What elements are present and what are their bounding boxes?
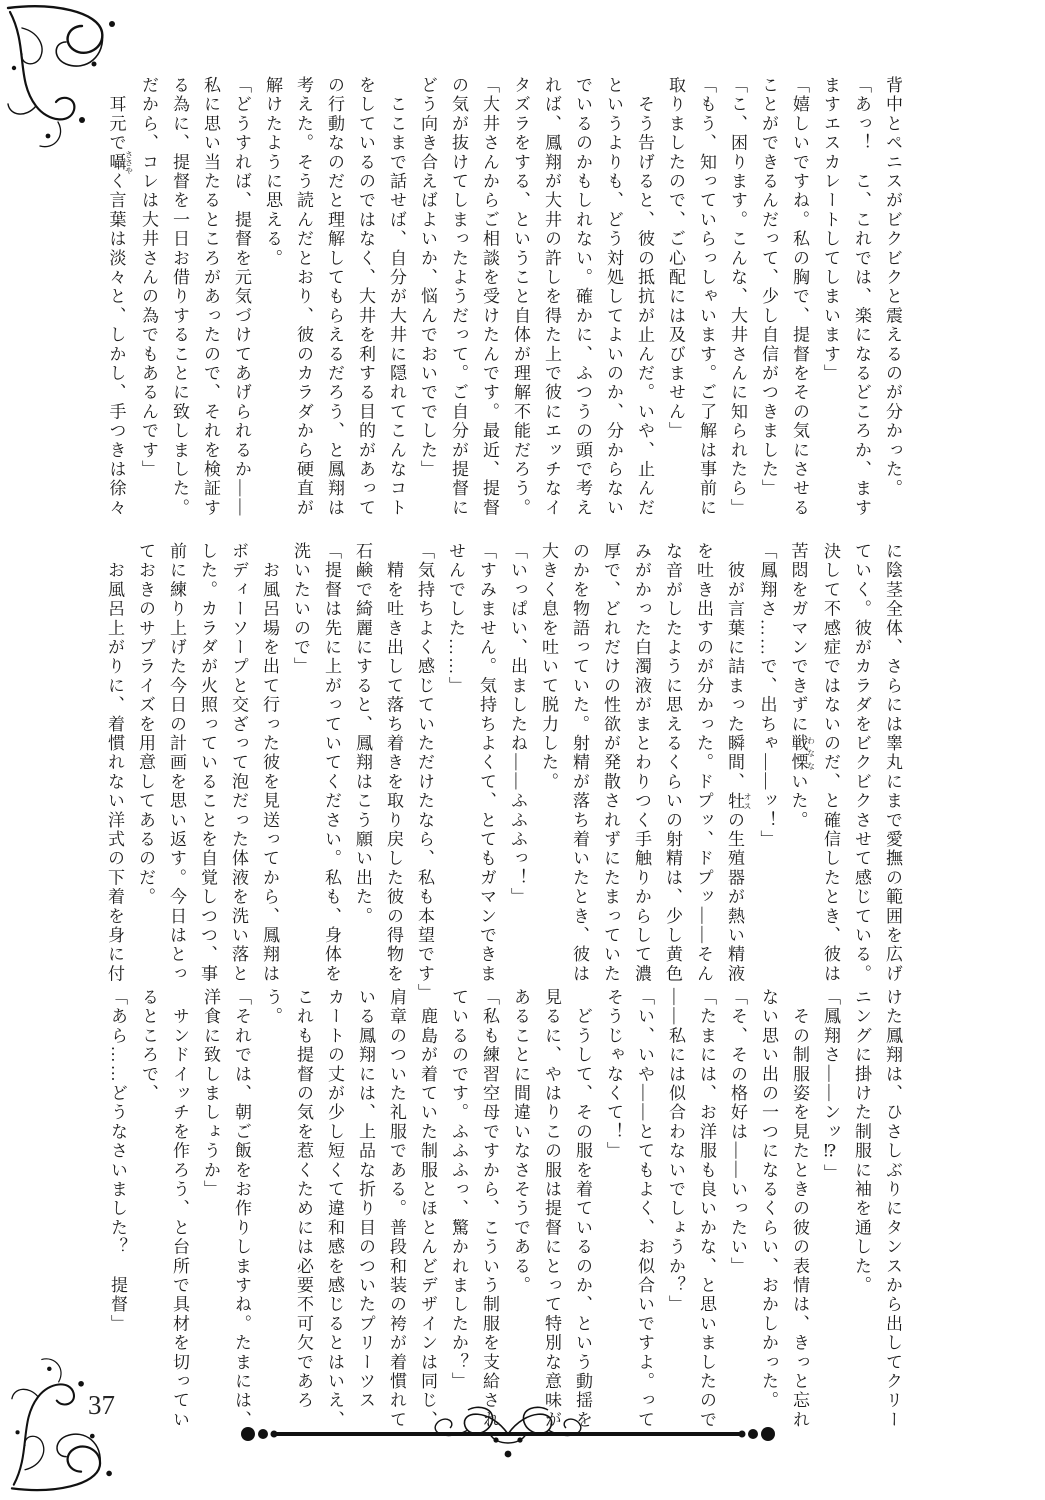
text-column: 苦悶をガマンできずに戦慄 わなないた。 — [788, 542, 816, 831]
text-column: ない思い出の一つになるくらい、おかしかった。 — [759, 988, 778, 1411]
text-column: そうじゃなくて！」 — [604, 988, 623, 1161]
text-column: 石鹸で綺麗にすると、鳳翔はこう願い出た。 — [353, 542, 372, 926]
text-column: 「もう、知っていらっしゃいます。ご了解は事前に — [697, 76, 716, 518]
text-column: 大きく息を吐いて脱力した。 — [539, 542, 558, 792]
text-block-top — [101, 76, 909, 518]
text-column: ていく。彼がカラダをビクビクさせて感じている。 — [852, 542, 871, 984]
text-column: ニングに掛けた制服に袖を通した。 — [852, 988, 871, 1296]
text-column: 厚で、どれだけの性欲が発散されずにたまっていた — [601, 542, 620, 984]
text-column: というよりも、どう対処してよいのか、分からない — [604, 76, 623, 518]
text-column: でいるのかもしれない。確かに、ふつうの頭で考え — [573, 76, 592, 518]
text-column: 「どうすれば、提督を元気づけてあげられるか―― — [232, 76, 251, 518]
text-column: 私に思い当たるところがあったので、それを検証す — [201, 76, 220, 518]
text-column: 洗いたいので」 — [291, 542, 310, 677]
text-column: お風呂場を出て行った彼を見送ってから、鳳翔は — [260, 542, 279, 984]
text-column: お風呂上がりに、着慣れない洋式の下着を身に付 — [105, 542, 124, 984]
text-column: せんでした……」 — [446, 542, 465, 696]
text-column: 「鳳翔さ――ンッ⁉」 — [821, 988, 840, 1183]
text-column: 「すみません。気持ちよくて、とてもガマンできま — [477, 542, 496, 984]
text-column: カートの丈が少し短くて違和感を感じるとはいえ、 — [325, 988, 344, 1430]
text-column: 「あっ！ こ、これでは、楽になるどころか、ます — [852, 76, 871, 518]
text-column: 「あら……どうなさいました？ 提督」 — [108, 988, 127, 1334]
text-column: 考えた。そう読んだとおり、彼のカラダから硬直が — [294, 76, 313, 518]
text-column: 「いっぱい、出ましたね――ふふふっ！」 — [508, 542, 527, 907]
text-column: した。カラダが火照っていることを自覚しつつ、事 — [198, 542, 217, 984]
text-column: 前に練り上げた今日の計画を思い返す。今日はとっ — [167, 542, 186, 984]
text-column: これも提督の気を惹くためには必要不可欠であろ — [294, 988, 313, 1411]
page-number: 37 — [88, 1390, 115, 1420]
text-column: いる鳳翔には、上品な折り目のついたプリーツス — [356, 988, 375, 1411]
text-column: の行動なのだと理解してもらえるだろう、と鳳翔は — [325, 76, 344, 518]
text-column: 「私も練習空母ですから、こういう制服を支給され — [480, 988, 499, 1430]
text-column: 洋食に致しましょうか」 — [201, 988, 220, 1200]
text-column: 「たまには、お洋服も良いかな、と思いましたので — [697, 988, 716, 1430]
text-column: を吐き出すのが分かった。ドプッ、ドプッ――そん — [694, 542, 713, 984]
text-column: をしているのではなく、大井を利する目的があって — [356, 76, 375, 518]
text-column: 決して不感症ではないのだ、と確信したとき、彼は — [821, 542, 840, 984]
text-column: ことができるんだって、少し自信がつきました」 — [759, 76, 778, 499]
text-column: 肩章のついた礼服である。普段和装の袴が着慣れて — [387, 988, 406, 1430]
text-column: の気が抜けてしまったようだって。ご自分が提督に — [449, 76, 468, 518]
text-column: 「大井さんからご相談を受けたんです。最近、提督 — [480, 76, 499, 518]
text-column: な音がしたように思えるくらいの射精は、少し黄色 — [663, 542, 682, 984]
text-column: 見るに、やはりこの服は提督にとって特別な意味が — [542, 988, 561, 1430]
text-column: 「こ、困ります。こんな、大井さんに知られたら」 — [728, 76, 747, 518]
text-column: そう告げると、彼の抵抗が止んだ。いや、止んだ — [635, 76, 654, 518]
text-column: ますエスカレートしてしまいます」 — [821, 76, 840, 384]
text-column: だから、コレは大井さんの為でもあるんです」 — [139, 76, 158, 480]
text-column: あることに間違いなさそうである。 — [511, 988, 530, 1296]
text-column: のかを物語っていた。射精が落ち着いたとき、彼は — [570, 542, 589, 984]
text-column: 精を吐き出して落ち着きを取り戻した彼の得物を — [384, 542, 403, 984]
text-column: どうして、その服を着ているのか、という動揺を — [573, 988, 592, 1430]
text-column: タズラをする、ということ自体が理解不能だろう。 — [511, 76, 530, 518]
text-column: 「そ、その格好は――いったい」 — [728, 988, 747, 1276]
text-column: 彼が言葉に詰まった瞬間、牡 オスの生殖器が熱い精液 — [725, 542, 752, 984]
text-column: ここまで話せば、自分が大井に隠れてこんなコト — [387, 76, 406, 518]
text-column: に陰茎全体、さらには睾丸にまで愛撫の範囲を広げ — [883, 542, 902, 984]
text-column: ボディーソープと交ざって泡だった体液を洗い落と — [229, 542, 248, 984]
text-column: るところで、 — [139, 988, 158, 1104]
text-column: 「鳳翔さ……で、出ちゃ――ッ！」 — [757, 542, 777, 850]
text-column: けた鳳翔は、ひさしぶりにタンスから出してクリー — [883, 988, 902, 1430]
text-column: 背中とペニスがビクビクと震えるのが分かった。 — [883, 76, 902, 499]
text-column: 「い、いや――とてもよく、お似合いですよ。って — [635, 988, 654, 1430]
text-column: ――私には似合わないでしょうか？」 — [666, 988, 685, 1315]
text-block-middle — [99, 542, 908, 1003]
text-column: 耳元で囁 ささやく言葉は淡々と、しかし、手つきは徐々 — [106, 76, 134, 518]
text-column: う。 — [263, 988, 282, 1027]
text-column: ているのです。ふふふっ、驚かれましたか？」 — [449, 988, 468, 1392]
text-column: どう向き合えばよいか、悩んでおいででした」 — [418, 76, 437, 480]
text-column: 「それでは、朝ご飯をお作りしますね。たまには、 — [232, 988, 251, 1430]
text-column: れば、鳳翔が大井の許しを得た上で彼にエッチなイ — [542, 76, 561, 518]
text-column: る為に、提督を一日お借りすることに致しました。 — [170, 76, 189, 518]
text-column: 解けたように思える。 — [263, 76, 282, 268]
text-column: その制服姿を見たときの彼の表情は、きっと忘れ — [790, 988, 809, 1430]
text-column: みがかった白濁液がまとわりつく手触りからして濃 — [632, 542, 651, 984]
text-block-bottom — [102, 988, 908, 1430]
text-column: サンドイッチを作ろう、と台所で具材を切ってい — [170, 988, 189, 1430]
text-column: 「嬉しいですね。私の胸で、提督をその気にさせる — [790, 76, 809, 518]
text-column: ておきのサプライズを用意してあるのだ。 — [136, 542, 155, 907]
text-column: 「提督は先に上がっていてください。私も、身体を — [322, 542, 341, 984]
text-column: 取りましたので、ご心配には及びません」 — [666, 76, 685, 441]
text-column: 「気持ちよく感じていただけたなら、私も本望です」 — [415, 542, 434, 1003]
text-column: 鹿島が着ていた制服とほとんどデザインは同じ、 — [418, 988, 437, 1430]
